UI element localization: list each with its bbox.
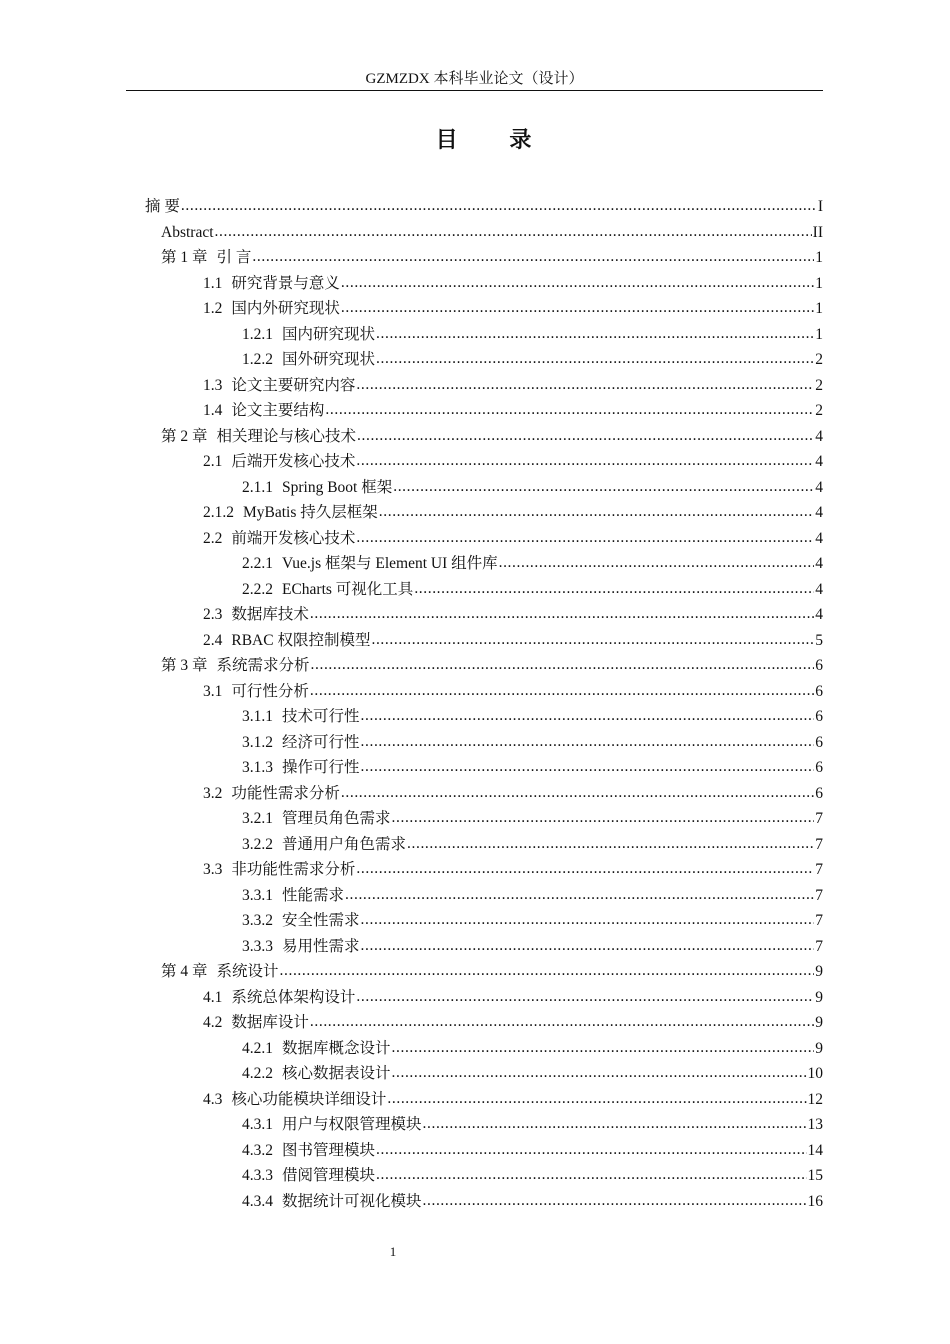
toc-entry[interactable] <box>0 883 950 909</box>
toc-entry-page: 6 <box>815 784 823 802</box>
toc-leader-dots <box>356 372 814 398</box>
toc-entry-label: 国内外研究现状 <box>231 300 340 317</box>
toc-entry-number: 4.3.3 <box>242 1167 273 1184</box>
toc-entry[interactable] <box>0 959 950 985</box>
toc-entry-label: 用户与权限管理模块 <box>282 1116 422 1133</box>
toc-entry-page: 7 <box>815 810 823 827</box>
toc-entry-label: Abstract <box>161 223 214 241</box>
toc-leader-dots <box>345 882 814 908</box>
toc-entry-label: 普通用户角色需求 <box>282 835 407 853</box>
toc-entry-label: 核心功能模块详细设计 <box>231 1090 387 1108</box>
toc-entry-page: 13 <box>807 1116 823 1133</box>
toc-entry[interactable] <box>0 730 950 756</box>
toc-entry[interactable] <box>0 449 950 475</box>
toc-leader-dots <box>361 933 815 959</box>
toc-entry-label: 可行性分析 <box>231 682 309 700</box>
toc-entry-number: 第 1 章 <box>161 249 208 266</box>
toc-entry-page: 2 <box>815 351 823 368</box>
toc-entry-number: 2.1.1 <box>242 478 273 496</box>
header-title: GZMZDX 本科毕业论文（设计） <box>365 71 584 87</box>
toc-entry-number: 2.4 <box>203 631 223 649</box>
toc-entry[interactable] <box>0 1061 950 1087</box>
toc-leader-dots <box>423 1111 807 1137</box>
toc-leader-dots <box>361 729 815 755</box>
toc-entry-label: 操作可行性 <box>282 759 360 776</box>
toc-entry-label: 研究背景与意义 <box>231 274 340 292</box>
toc-entry-number: 3.1.3 <box>242 759 273 776</box>
toc-entry-label: 经济可行性 <box>282 733 360 751</box>
toc-entry[interactable] <box>0 679 950 705</box>
toc-leader-dots <box>311 652 815 678</box>
toc-entry-label: 前端开发核心技术 <box>231 529 356 547</box>
toc-entry-number: 3.1.2 <box>242 733 273 751</box>
toc-entry-number: 4.2.2 <box>242 1065 273 1082</box>
toc-entry[interactable] <box>0 194 950 220</box>
toc-entry-label: 论文主要结构 <box>231 402 325 419</box>
toc-entry-page: 15 <box>807 1167 823 1184</box>
toc-entry-number: 4.3.2 <box>242 1141 273 1159</box>
toc-leader-dots <box>341 295 814 321</box>
toc-entry-label: 摘 要 <box>145 198 180 215</box>
toc-entry[interactable] <box>0 424 950 450</box>
toc-entry-label: 论文主要研究内容 <box>231 376 356 394</box>
toc-entry[interactable] <box>0 475 950 501</box>
toc-entry-page: 4 <box>815 555 823 572</box>
toc-entry-page: 7 <box>815 937 823 955</box>
toc-leader-dots <box>371 627 814 653</box>
toc-entry-page: 4 <box>815 427 823 445</box>
toc-entry-number: 4.3.4 <box>242 1192 273 1210</box>
toc-entry-label: 非功能性需求分析 <box>231 861 356 878</box>
toc-entry-label: 数据统计可视化模块 <box>282 1192 422 1210</box>
toc-entry[interactable] <box>0 628 950 654</box>
toc-entry-label: 相关理论与核心技术 <box>216 427 357 445</box>
toc-entry-label: 功能性需求分析 <box>231 784 340 802</box>
toc-entry[interactable] <box>0 322 950 348</box>
toc-entry-number: 4.3 <box>203 1090 223 1108</box>
toc-entry-number: 1.2.2 <box>242 351 273 368</box>
toc-entry-page: 7 <box>815 886 823 904</box>
toc-leader-dots <box>252 244 814 270</box>
toc-leader-dots <box>393 474 814 500</box>
toc-entry-page: 6 <box>815 682 823 700</box>
toc-entry[interactable] <box>0 908 950 934</box>
toc-leader-dots <box>392 805 815 831</box>
toc-entry-page: 2 <box>815 376 823 394</box>
toc-entry-label: 数据库设计 <box>231 1014 309 1031</box>
toc-entry-number: 2.1 <box>203 453 223 470</box>
toc-entry-page: 9 <box>815 963 823 980</box>
toc-entry[interactable] <box>0 271 950 297</box>
toc-leader-dots <box>376 1137 806 1163</box>
toc-leader-dots <box>310 1009 814 1035</box>
toc-leader-dots <box>361 907 815 933</box>
toc-entry-page: 6 <box>815 657 823 674</box>
toc-leader-dots <box>310 601 814 627</box>
toc-entry[interactable] <box>0 857 950 883</box>
toc-entry-label: 国外研究现状 <box>282 351 376 368</box>
toc-entry-page: 2 <box>815 402 823 419</box>
toc-entry-page: II <box>812 223 823 241</box>
toc-entry[interactable] <box>0 398 950 424</box>
toc-entry-number: 2.1.2 <box>203 504 234 521</box>
toc-entry-page: 10 <box>807 1065 823 1082</box>
toc-entry-label: 易用性需求 <box>282 937 360 955</box>
toc-entry[interactable] <box>0 551 950 577</box>
toc-leader-dots <box>356 525 814 551</box>
toc-leader-dots <box>341 270 814 296</box>
toc-leader-dots <box>356 984 814 1010</box>
toc-entry-page: 4 <box>815 580 823 598</box>
toc-entry-number: 1.2 <box>203 300 223 317</box>
toc-entry-page: 7 <box>815 835 823 853</box>
toc-leader-dots <box>280 958 815 984</box>
toc-leader-dots <box>376 321 814 347</box>
toc-entry-label: 技术可行性 <box>282 708 360 725</box>
toc-entry-page: 7 <box>815 912 823 929</box>
toc-entry[interactable] <box>0 1163 950 1189</box>
toc-entry-number: 1.2.1 <box>242 325 273 343</box>
toc-entry-number: 3.2.1 <box>242 810 273 827</box>
toc-entry-number: 4.2.1 <box>242 1039 273 1057</box>
toc-entry[interactable] <box>0 985 950 1011</box>
toc-entry[interactable] <box>0 934 950 960</box>
toc-entry-page: 4 <box>815 478 823 496</box>
toc-entry-page: 12 <box>807 1090 823 1108</box>
toc-leader-dots <box>376 346 814 372</box>
toc-entry-label: 系统需求分析 <box>216 657 310 674</box>
toc-entry-number: 3.2.2 <box>242 835 273 853</box>
toc-entry[interactable] <box>0 806 950 832</box>
toc-entry-number: 1.3 <box>203 376 223 394</box>
toc-entry-label: 性能需求 <box>282 886 345 904</box>
toc-leader-dots <box>310 678 814 704</box>
toc-leader-dots <box>361 754 815 780</box>
toc-entry-number: 第 3 章 <box>161 657 208 674</box>
toc-entry-page: 4 <box>815 606 823 623</box>
toc-entry[interactable] <box>0 602 950 628</box>
toc-leader-dots <box>341 780 814 806</box>
toc-entry[interactable] <box>0 755 950 781</box>
toc-entry-number: 2.2.1 <box>242 555 273 572</box>
toc-leader-dots <box>392 1035 815 1061</box>
toc-title: 目 录 <box>435 128 554 153</box>
toc-entry[interactable] <box>0 781 950 807</box>
toc-entry-label: 借阅管理模块 <box>282 1167 376 1184</box>
toc-entry-page: 6 <box>815 708 823 725</box>
table-of-contents <box>0 194 950 1214</box>
toc-leader-dots <box>356 448 814 474</box>
toc-entry[interactable] <box>0 347 950 373</box>
toc-entry-label: 系统总体架构设计 <box>231 988 356 1006</box>
toc-entry-number: 3.1.1 <box>242 708 273 725</box>
toc-entry[interactable] <box>0 832 950 858</box>
toc-entry-page: 4 <box>815 504 823 521</box>
toc-entry-label: 安全性需求 <box>282 912 360 929</box>
toc-entry[interactable] <box>0 653 950 679</box>
page-number: 1 <box>389 1244 397 1259</box>
toc-entry-label: Spring Boot 框架 <box>282 478 393 496</box>
toc-leader-dots <box>414 576 814 602</box>
toc-leader-dots <box>325 397 814 423</box>
toc-entry[interactable] <box>0 500 950 526</box>
toc-entry[interactable] <box>0 1087 950 1113</box>
toc-leader-dots <box>423 1188 807 1214</box>
toc-entry-number: 2.2.2 <box>242 580 273 598</box>
toc-entry-label: RBAC 权限控制模型 <box>231 631 371 649</box>
toc-entry-page: 14 <box>807 1141 823 1159</box>
toc-entry-page: 1 <box>815 249 823 266</box>
toc-entry[interactable] <box>0 296 950 322</box>
toc-entry-label: 引 言 <box>216 249 252 266</box>
toc-leader-dots <box>379 499 814 525</box>
toc-leader-dots <box>499 550 815 576</box>
toc-entry-page: 16 <box>807 1192 823 1210</box>
toc-entry-number: 4.1 <box>203 988 223 1006</box>
toc-entry-page: 9 <box>815 1039 823 1057</box>
toc-entry-page: I <box>817 198 823 215</box>
toc-entry-page: 7 <box>815 861 823 878</box>
toc-entry[interactable] <box>0 220 950 246</box>
toc-entry-page: 6 <box>815 733 823 751</box>
toc-entry-number: 第 2 章 <box>161 427 208 445</box>
toc-entry-page: 9 <box>815 988 823 1006</box>
toc-leader-dots <box>361 703 815 729</box>
toc-entry-label: 系统设计 <box>216 963 279 980</box>
toc-entry-label: 管理员角色需求 <box>282 810 391 827</box>
toc-entry-number: 3.3.3 <box>242 937 273 955</box>
toc-entry-label: 国内研究现状 <box>282 325 376 343</box>
toc-entry[interactable] <box>0 1189 950 1215</box>
toc-entry-label: 数据库概念设计 <box>282 1039 391 1057</box>
toc-entry-number: 3.1 <box>203 682 223 700</box>
toc-entry[interactable] <box>0 577 950 603</box>
toc-leader-dots <box>407 831 814 857</box>
toc-entry[interactable] <box>0 1138 950 1164</box>
toc-entry[interactable] <box>0 526 950 552</box>
toc-entry[interactable] <box>0 1036 950 1062</box>
toc-entry-page: 1 <box>815 325 823 343</box>
toc-entry-number: 3.2 <box>203 784 223 802</box>
toc-entry[interactable] <box>0 1112 950 1138</box>
toc-entry-number: 3.3 <box>203 861 223 878</box>
toc-entry-number: 3.3.1 <box>242 886 273 904</box>
toc-entry-number: 4.2 <box>203 1014 223 1031</box>
toc-entry-page: 4 <box>815 453 823 470</box>
toc-entry[interactable] <box>0 245 950 271</box>
toc-entry-page: 9 <box>815 1014 823 1031</box>
toc-entry-label: 图书管理模块 <box>282 1141 376 1159</box>
toc-leader-dots <box>392 1060 807 1086</box>
toc-entry-page: 1 <box>815 274 823 292</box>
toc-entry-label: 后端开发核心技术 <box>231 453 356 470</box>
toc-entry-number: 4.3.1 <box>242 1116 273 1133</box>
toc-entry-number: 1.4 <box>203 402 223 419</box>
toc-entry[interactable] <box>0 1010 950 1036</box>
toc-leader-dots <box>387 1086 806 1112</box>
toc-entry-page: 6 <box>815 759 823 776</box>
toc-entry-page: 1 <box>815 300 823 317</box>
toc-entry-number: 2.2 <box>203 529 223 547</box>
toc-entry-number: 1.1 <box>203 274 223 292</box>
toc-entry-label: MyBatis 持久层框架 <box>243 504 378 521</box>
toc-entry-number: 2.3 <box>203 606 223 623</box>
toc-entry-label: 核心数据表设计 <box>282 1065 391 1082</box>
toc-entry-label: Vue.js 框架与 Element UI 组件库 <box>282 555 498 572</box>
toc-entry-label: ECharts 可视化工具 <box>282 580 414 598</box>
toc-entry-number: 3.3.2 <box>242 912 273 929</box>
toc-leader-dots <box>215 219 812 245</box>
toc-entry-page: 5 <box>815 631 823 649</box>
toc-leader-dots <box>376 1162 806 1188</box>
toc-entry-page: 4 <box>815 529 823 547</box>
toc-entry[interactable] <box>0 373 950 399</box>
toc-entry-number: 第 4 章 <box>161 963 208 980</box>
toc-leader-dots <box>357 423 814 449</box>
toc-entry-label: 数据库技术 <box>231 606 309 623</box>
toc-leader-dots <box>356 856 814 882</box>
toc-leader-dots <box>181 193 817 219</box>
page-header <box>126 68 823 91</box>
toc-entry[interactable] <box>0 704 950 730</box>
